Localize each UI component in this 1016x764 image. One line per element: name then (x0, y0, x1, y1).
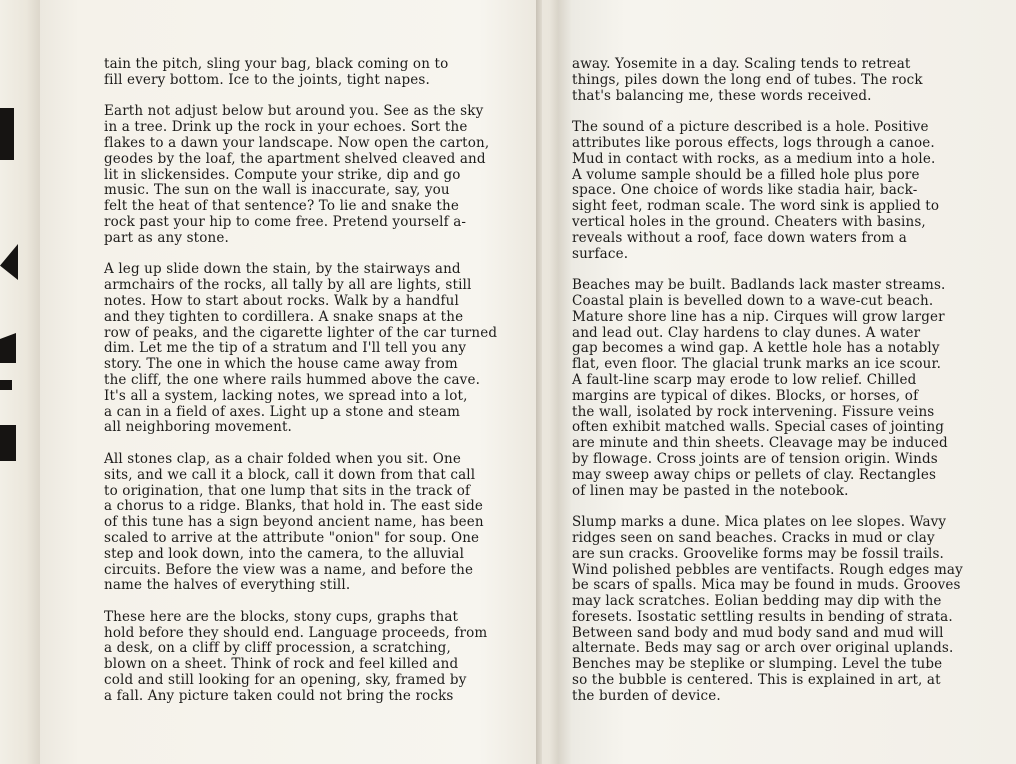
paragraph (104, 610, 534, 705)
text-line: flat, even floor. The glacial trunk marks an ice scour. (572, 356, 942, 373)
text-line: The sound of a picture described is a hole. Positive (572, 119, 929, 136)
text-line: name the halves of everything still. (104, 577, 351, 594)
text-line: and they tighten to cordillera. A snake snaps at the (104, 308, 464, 325)
text-line: reveals without a roof, face down waters from a (572, 229, 907, 246)
text-line: all neighboring movement. (104, 419, 292, 436)
text-line: scaled to arrive at the attribute "onion" for soup. One (104, 529, 480, 546)
text-line: sight feet, rodman scale. The word sink is applied to (572, 198, 940, 215)
text-line: by flowage. Cross joints are of tension origin. Winds (572, 450, 938, 467)
text-line: Coastal plain is bevelled down to a wave-cut beach. (572, 292, 934, 309)
text-line: rock past your hip to come free. Pretend yourself a- (104, 213, 467, 230)
text-line: Mud in contact with rocks, as a medium into a hole. (572, 150, 936, 167)
text-line: alternate. Beds may sag or arch over original uplands. (572, 640, 954, 657)
right-page (572, 57, 992, 720)
text-line: tain the pitch, sling your bag, black coming on to (104, 56, 449, 72)
edge-mark (0, 425, 16, 461)
text-line: things, piles down the long end of tubes. The rock (572, 71, 923, 88)
text-line: cold and still looking for an opening, sky, framed by (104, 672, 467, 689)
text-line: gap becomes a wind gap. A kettle hole has a notably (572, 340, 940, 357)
paragraph (572, 278, 992, 499)
text-line: hold before they should end. Language proceeds, from (104, 624, 488, 641)
text-line: Slump marks a dune. Mica plates on lee slopes. Wavy (572, 514, 947, 531)
book-gutter (536, 0, 542, 764)
text-line: blown on a sheet. Think of rock and feel killed and (104, 656, 459, 673)
left-page (104, 57, 534, 720)
text-line: be scars of spalls. Mica may be found in muds. Grooves (572, 577, 961, 594)
text-line: a desk, on a cliff by cliff procession, a scratching, (104, 640, 451, 657)
paragraph (104, 262, 534, 436)
text-line: music. The sun on the wall is inaccurate, say, you (104, 182, 450, 199)
text-line: part as any stone. (104, 229, 229, 246)
text-line: a fall. Any picture taken could not bring the rocks (104, 687, 454, 704)
text-line: felt the heat of that sentence? To lie and snake the (104, 198, 459, 215)
text-line: step and look down, into the camera, to the alluvial (104, 545, 465, 562)
text-line: notes. How to start about rocks. Walk by a handful (104, 292, 459, 309)
edge-mark (0, 108, 14, 160)
text-line: of linen may be pasted in the notebook. (572, 482, 849, 499)
text-line: A leg up slide down the stain, by the stairways and (104, 261, 461, 278)
text-line: Benches may be steplike or slumping. Level the tube (572, 656, 943, 673)
text-line: vertical holes in the ground. Cheaters with basins, (572, 213, 926, 230)
text-line: attributes like porous effects, logs through a canoe. (572, 134, 935, 151)
text-line: often exhibit matched walls. Special cases of jointing (572, 419, 945, 436)
text-line: may sweep away chips or pellets of clay. Rectangles (572, 466, 937, 483)
paragraph (572, 515, 992, 705)
text-line: A fault-line scarp may erode to low relief. Chilled (572, 371, 917, 388)
text-line: circuits. Before the view was a name, and before the (104, 561, 474, 578)
text-line: the cliff, the one where rails hummed above the cave. (104, 371, 481, 388)
edge-mark (0, 333, 16, 363)
text-line: All stones clap, as a chair folded when you sit. One (104, 450, 461, 467)
paragraph (104, 104, 534, 246)
text-line: These here are the blocks, stony cups, graphs that (104, 608, 459, 625)
text-line: to origination, that one lump that sits in the track of (104, 482, 471, 499)
text-line: are sun cracks. Groovelike forms may be fossil trails. (572, 545, 944, 562)
text-line: away. Yosemite in a day. Scaling tends to retreat (572, 56, 911, 72)
text-line: space. One choice of words like stadia hair, back- (572, 182, 918, 199)
text-line: Between sand body and mud body sand and mud will (572, 624, 944, 641)
text-line: a can in a field of axes. Light up a stone and steam (104, 403, 461, 420)
text-line: margins are typical of dikes. Blocks, or horses, of (572, 387, 919, 404)
text-line: ridges seen on sand beaches. Cracks in mud or clay (572, 529, 935, 546)
text-line: Beaches may be built. Badlands lack master streams. (572, 277, 946, 294)
text-line: Wind polished pebbles are ventifacts. Rough edges may (572, 561, 963, 578)
text-line: story. The one in which the house came away from (104, 356, 458, 373)
text-line: fill every bottom. Ice to the joints, tight napes. (104, 71, 430, 88)
paragraph (572, 57, 992, 104)
paragraph (572, 120, 992, 262)
paragraph (104, 452, 534, 594)
text-line: and lead out. Clay hardens to clay dunes. A water (572, 324, 921, 341)
text-line: It's all a system, lacking notes, we spread into a lot, (104, 387, 468, 404)
page-stack-edge (0, 0, 44, 764)
text-line: that's balancing me, these words received. (572, 87, 872, 104)
paragraph (104, 57, 534, 89)
text-line: Mature shore line has a nip. Cirques will grow larger (572, 308, 945, 325)
text-line: a chorus to a ridge. Blanks, that hold in. The east side (104, 498, 484, 515)
text-line: so the bubble is centered. This is explained in art, at (572, 672, 941, 689)
edge-mark (0, 244, 18, 280)
text-line: A volume sample should be a filled hole plus pore (572, 166, 920, 183)
text-line: geodes by the loaf, the apartment shelved cleaved and (104, 150, 486, 167)
text-line: dim. Let me the tip of a stratum and I'll tell you any (104, 340, 467, 357)
text-line: the wall, isolated by rock intervening. Fissure veins (572, 403, 935, 420)
text-line: are minute and thin sheets. Cleavage may be induced (572, 435, 948, 452)
text-line: sits, and we call it a block, call it down from that call (104, 466, 476, 483)
text-line: Earth not adjust below but around you. See as the sky (104, 103, 484, 120)
text-line: surface. (572, 245, 629, 262)
text-line: may lack scratches. Eolian bedding may dip with the (572, 593, 942, 610)
text-line: row of peaks, and the cigarette lighter of the car turned (104, 324, 498, 341)
text-line: of this tune has a sign beyond ancient name, has been (104, 514, 484, 531)
edge-mark (0, 380, 12, 390)
text-line: foresets. Isostatic settling results in bending of strata. (572, 608, 953, 625)
text-line: armchairs of the rocks, all tally by all are lights, still (104, 277, 472, 294)
text-line: in a tree. Drink up the rock in your echoes. Sort the (104, 119, 468, 136)
text-line: the burden of device. (572, 687, 721, 704)
text-line: flakes to a dawn your landscape. Now open the carton, (104, 134, 490, 151)
text-line: lit in slickensides. Compute your strike, dip and go (104, 166, 461, 183)
